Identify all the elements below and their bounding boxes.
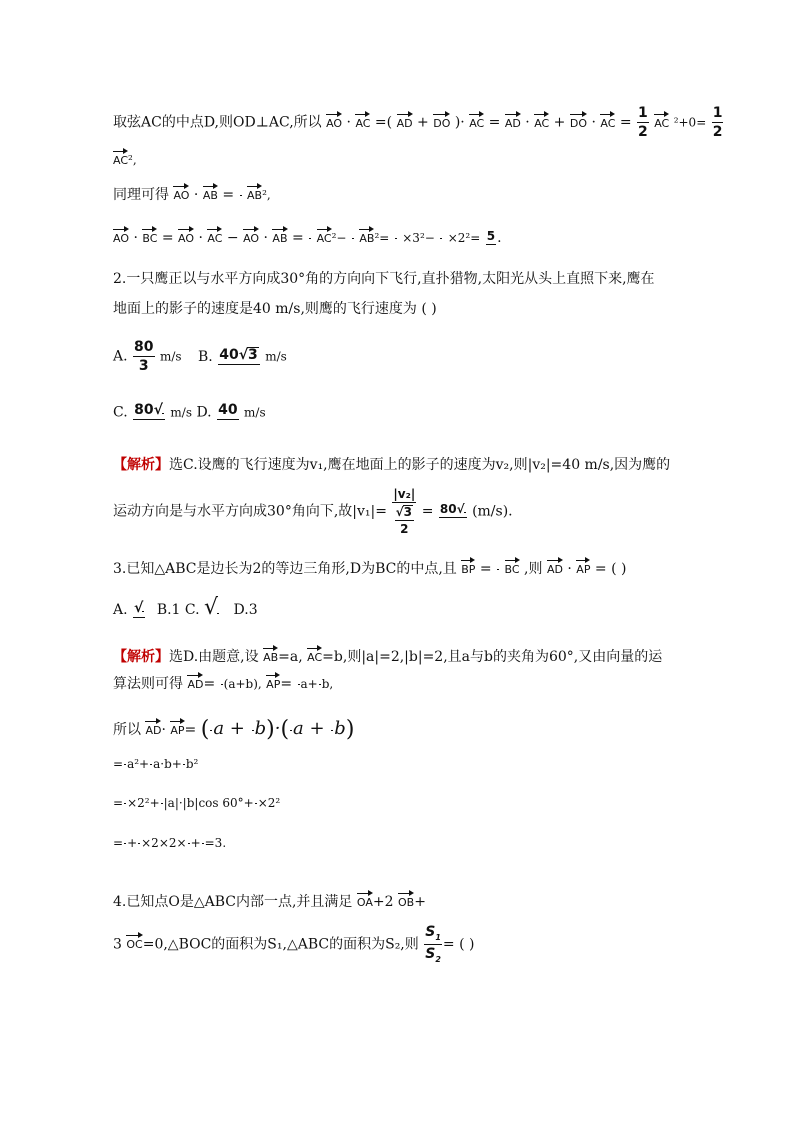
numerator (133, 403, 165, 417)
question-2-line-1: 2.一只鹰正以与水平方向成30°角的方向向下飞行,直扑猎物,太阳光从头上直照下来,鹰在 (113, 271, 655, 287)
fraction-two-thirds (497, 567, 499, 572)
option-a-label: A. (113, 602, 128, 618)
text: · (161, 722, 166, 738)
denominator: 2 (712, 124, 723, 140)
text: = ( ) (442, 936, 475, 953)
text: = (184, 722, 197, 738)
denominator: 3 (138, 358, 149, 374)
option-d-label: D.3 (233, 602, 258, 618)
question-3-options (113, 597, 258, 620)
radical-sign: √ (153, 402, 163, 418)
equals: = (113, 836, 124, 850)
text: + (414, 894, 426, 910)
dot-op: · (346, 114, 351, 131)
text: ×2² (257, 796, 281, 810)
text: = (421, 503, 434, 520)
left-paren: ( (280, 717, 290, 742)
fraction-half (252, 728, 254, 733)
text: · (591, 114, 596, 131)
fraction-half (440, 236, 442, 241)
coef: 80 (134, 402, 154, 418)
numerator: 40 (218, 402, 238, 418)
question-3-step-2 (113, 758, 198, 770)
area-ratio-fraction (424, 925, 442, 964)
fraction-half (161, 801, 163, 806)
text: = (280, 676, 293, 692)
question-2-options-ab (113, 340, 287, 373)
text: 取弦AC的中点D,则OD⊥AC,所以 (113, 114, 322, 131)
text: · (263, 230, 268, 246)
text: b² (185, 757, 199, 771)
right-paren: ) (345, 717, 355, 742)
question-3-line-1 (113, 557, 626, 576)
question-2-line-2: 地面上的影子的速度是40 m/s,则鹰的飞行速度为 ( ) (113, 301, 437, 317)
vector-ac: AC (654, 111, 669, 129)
text: · (525, 114, 530, 131)
question-3-analysis-line-1 (113, 645, 662, 664)
right-paren: ) (266, 717, 275, 742)
question-3-analysis-line-2 (113, 672, 333, 691)
fraction-one-third (183, 762, 185, 767)
vector-bc: BC (505, 557, 520, 575)
question-2-analysis-line-1 (113, 458, 670, 472)
text: ×2²= (447, 231, 481, 245)
vector-ao: AO (178, 226, 194, 244)
dot: · (274, 718, 281, 739)
option-a-fraction (133, 340, 154, 373)
radicand (162, 413, 164, 414)
vector-oa: OA (357, 890, 373, 908)
fraction-half (712, 106, 724, 139)
vector-ac: AC (307, 645, 322, 663)
vector-ao: AO (243, 226, 259, 244)
vector-ad: AD (505, 111, 521, 129)
cos-fraction (395, 505, 414, 535)
vector-bp: BP (461, 557, 475, 575)
text: a+ (300, 677, 318, 691)
coef: 40 (219, 346, 239, 363)
radical-sign: √ (395, 505, 404, 519)
text: ,则 (524, 561, 543, 577)
fraction-one-third (298, 682, 300, 687)
text: ²+0= (673, 115, 707, 130)
text: = (222, 187, 235, 203)
question-3-step-1 (113, 718, 354, 741)
option-a-label: A. (113, 348, 128, 365)
fraction-two-thirds (331, 728, 333, 733)
vector-bc: BC (142, 226, 157, 244)
analysis-tag: 【解析】 (113, 649, 169, 665)
text: · (193, 187, 199, 203)
left-paren: ( (200, 717, 210, 742)
fraction-one-sixth (124, 801, 126, 806)
fraction-half (240, 193, 242, 198)
radicand (464, 512, 466, 513)
analysis-tag: 【解析】 (113, 457, 169, 473)
numerator (395, 505, 414, 518)
fraction-one-sixth (124, 762, 126, 767)
text: + (417, 114, 429, 131)
text: ²− (331, 231, 347, 245)
text: )· (454, 114, 465, 131)
vector-ac: AC (469, 111, 484, 129)
vector-ao: AO (326, 111, 342, 129)
vector-ao: AO (113, 226, 129, 244)
text: 3.已知△ABC是边长为2的等边三角形,D为BC的中点,且 (113, 561, 457, 577)
text: + (553, 114, 566, 131)
numerator: 1 (712, 105, 723, 121)
radical-sign: √ (204, 595, 219, 620)
text: =0,△BOC的面积为S₁,△ABC的面积为S₂,则 (142, 936, 419, 953)
fraction-half (637, 106, 649, 139)
radicand: 3 (403, 505, 413, 519)
vector-ad: AD (145, 718, 161, 736)
var-b: b (254, 718, 267, 739)
text: (m/s). (472, 503, 513, 520)
question-3-step-3 (113, 797, 280, 809)
fraction-half (188, 841, 190, 846)
plus: + (303, 718, 331, 739)
vector-ac: AC (355, 111, 370, 129)
numerator: 1 (638, 105, 648, 121)
numerator (133, 601, 145, 615)
fraction-four-thirds (202, 841, 204, 846)
text: a²+ (127, 757, 150, 771)
numerator: |v₂| (393, 487, 416, 501)
numerator (439, 503, 467, 515)
numerator (218, 347, 260, 362)
text: ²= (374, 231, 390, 245)
fraction-half (150, 762, 152, 767)
fraction-five-halves (486, 230, 496, 247)
result-fraction (439, 503, 467, 520)
vector-ab: AB (247, 183, 262, 201)
vector-ab: AB (263, 645, 278, 663)
var-b: b (334, 718, 346, 739)
vector-ad: AD (187, 672, 203, 690)
text: . (497, 230, 502, 246)
question-4-line-2 (113, 925, 474, 964)
radical-sign: √ (238, 346, 249, 363)
radical-sign: √ (456, 502, 465, 516)
text: ², (262, 188, 271, 202)
fraction-half (309, 236, 311, 241)
unit: m/s (265, 349, 287, 364)
numerator: 5 (486, 228, 496, 243)
fraction-half (138, 841, 140, 846)
text: =b,则|a|=2,|b|=2,且a与b的夹角为60°,又由向量的运 (322, 649, 663, 665)
text: = (161, 230, 174, 246)
fraction-one-third (290, 728, 292, 733)
vector-ac: AC (207, 226, 222, 244)
unit: m/s (170, 405, 192, 420)
text: + (190, 836, 201, 850)
vector-ap: AP (576, 557, 590, 575)
text: a·b+ (153, 757, 182, 771)
vector-ac: AC (113, 148, 128, 166)
vector-ac: AC (600, 111, 615, 129)
text: · (567, 561, 572, 577)
fraction-half (221, 682, 223, 687)
text: = (488, 114, 501, 131)
text: =a, (278, 649, 303, 665)
solution-line-1 (113, 106, 724, 139)
vector-ab: AB (359, 226, 374, 244)
fraction-two-thirds (319, 682, 321, 687)
text: |a|·|b|cos 60°+ (163, 796, 254, 810)
question-3-step-4 (113, 837, 226, 849)
option-d-fraction (217, 403, 238, 422)
denominator (393, 505, 416, 535)
unit: m/s (159, 349, 182, 364)
text: ×3²− (402, 231, 435, 245)
speed-fraction (392, 488, 416, 535)
vector-ab: AB (272, 226, 287, 244)
denominator: 2 (400, 522, 409, 536)
option-d-label: D. (196, 404, 212, 421)
vector-ad: AD (547, 557, 563, 575)
option-b-label: B. (198, 348, 213, 365)
text: − (226, 230, 239, 246)
text: 运动方向是与水平方向成30°角向下,故|v₁|= (113, 503, 387, 520)
option-c-fraction (133, 403, 165, 422)
vector-oc: OC (126, 932, 142, 950)
text: = ( ) (594, 561, 627, 577)
fraction-half (210, 728, 212, 733)
vector-ab: AB (203, 183, 218, 201)
text: (a+b), (223, 677, 262, 691)
text: =( (374, 114, 393, 131)
vector-ad: AD (397, 111, 413, 129)
text: =3. (204, 836, 227, 850)
text: = (479, 561, 492, 577)
question-2-options-cd (113, 403, 266, 422)
text: 所以 (113, 722, 141, 738)
text: 算法则可得 (113, 676, 183, 692)
vector-do: DO (570, 111, 587, 129)
text: 4.已知点O是△ABC内部一点,并且满足 (113, 894, 353, 910)
text: 3 (113, 936, 122, 953)
question-2-analysis-line-2 (113, 488, 513, 535)
vector-ac: AC (317, 226, 332, 244)
numerator: $S_1$ (425, 924, 441, 942)
text: ², (128, 153, 137, 167)
coef: 80 (439, 502, 457, 516)
radicand (142, 611, 144, 612)
text: = (203, 676, 216, 692)
fraction-two-thirds (124, 841, 126, 846)
text: ×2²+ (127, 796, 160, 810)
numerator: 80 (134, 339, 154, 355)
option-a-fraction (133, 601, 145, 620)
text: b, (321, 677, 334, 691)
radicand: 3 (248, 346, 258, 363)
vector-ap: AP (266, 672, 280, 690)
option-b-c-label: B.1 C. (156, 602, 200, 618)
text: · (198, 230, 203, 246)
question-4-line-1 (113, 890, 426, 909)
text: = (291, 230, 304, 246)
unit: m/s (244, 405, 266, 420)
denominator: $S_2$ (425, 945, 441, 964)
option-c-radicand (217, 613, 219, 614)
plus: + (224, 718, 251, 739)
vector-ap: AP (170, 718, 184, 736)
var-a: a (293, 718, 304, 739)
vector-do: DO (433, 111, 450, 129)
text: 选D.由题意,设 (169, 649, 259, 665)
text: 选C.设鹰的飞行速度为v₁,鹰在地面上的影子的速度为v₂,则|v₂|=40 m/s,因为鹰的 (169, 457, 671, 473)
vector-ao: AO (173, 183, 189, 201)
text: = (619, 114, 632, 131)
denominator: 2 (638, 124, 648, 140)
fraction-one-third (255, 801, 257, 806)
vector-ac: AC (534, 111, 549, 129)
text: ×2×2× (141, 836, 187, 850)
text: +2 (372, 894, 394, 910)
radical-sign: √ (134, 599, 144, 616)
fraction-half (395, 236, 397, 241)
option-b-fraction (218, 347, 260, 367)
option-c-label: C. (113, 404, 128, 421)
fraction-half (352, 236, 354, 241)
solution-line-3 (113, 183, 271, 202)
var-a: a (213, 718, 225, 739)
text: 同理可得 (113, 187, 169, 203)
solution-line-2 (113, 148, 137, 167)
equals: = (113, 757, 124, 771)
equals: = (113, 796, 124, 810)
solution-line-4 (113, 226, 502, 247)
vector-ob: OB (398, 890, 414, 908)
text: · (133, 230, 138, 246)
text: + (127, 836, 138, 850)
